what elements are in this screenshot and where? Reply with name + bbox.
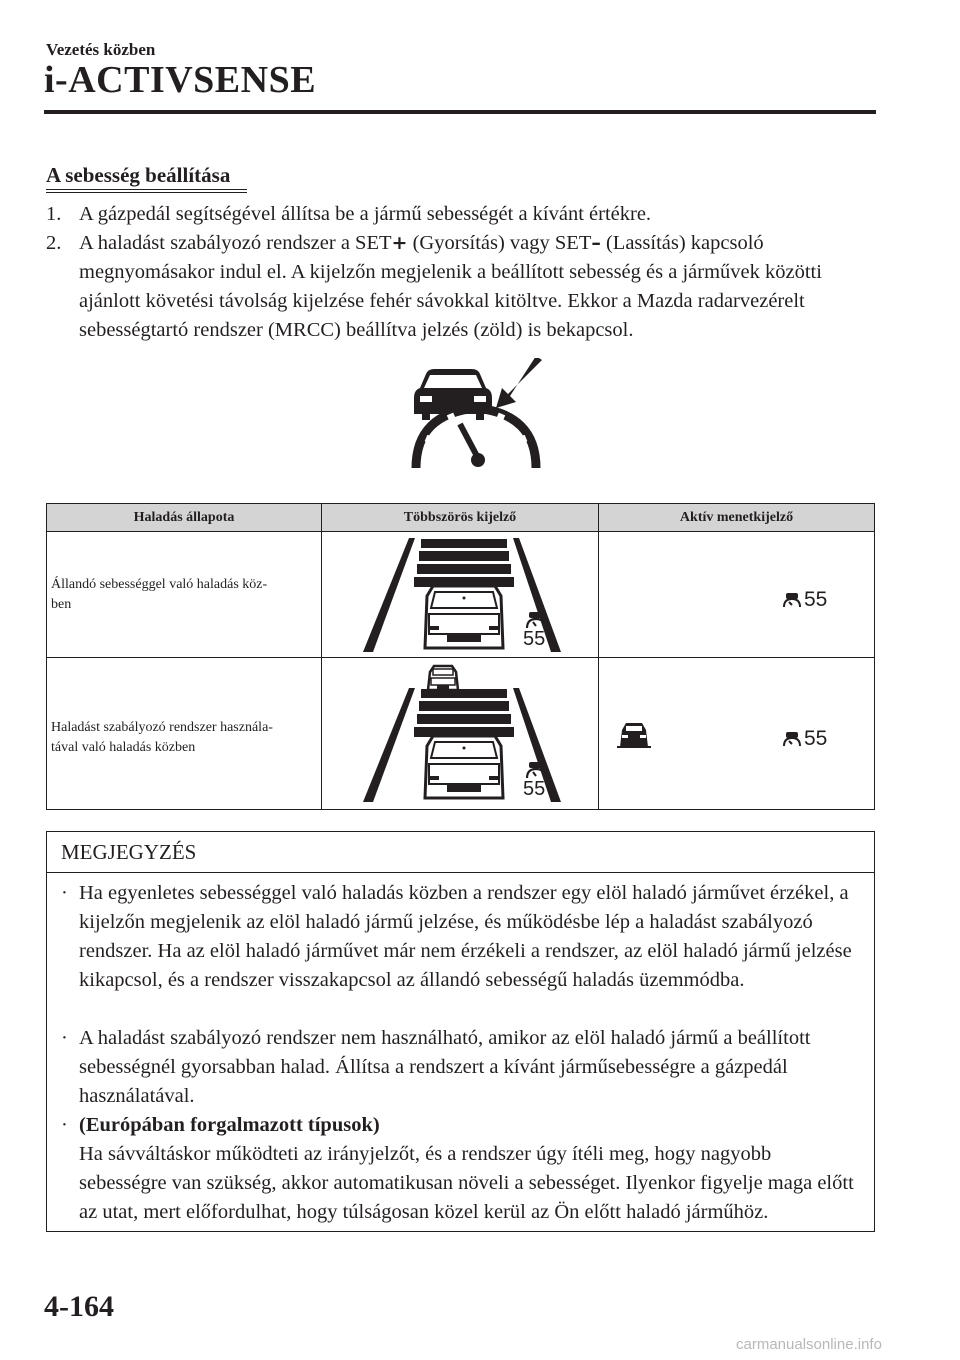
plus-symbol: + bbox=[391, 232, 408, 254]
bullet: · bbox=[61, 1114, 68, 1136]
speed-value: 55 bbox=[804, 727, 828, 750]
page-number: 4-164 bbox=[44, 1290, 114, 1323]
speedometer-icon bbox=[525, 762, 547, 778]
section-heading: A sebesség beállítása bbox=[46, 163, 231, 187]
speedometer-icon bbox=[525, 612, 547, 628]
column-header: Haladás állapota bbox=[133, 510, 235, 525]
step-number: 1. bbox=[46, 203, 62, 225]
note-title: MEGJEGYZÉS bbox=[61, 840, 197, 864]
table-row-label: Haladást szabályozó rendszer használa- tával való haladás közben bbox=[51, 720, 273, 755]
speedometer-icon bbox=[783, 732, 801, 746]
note-subheading: (Európában forgalmazott típusok) bbox=[79, 1114, 380, 1136]
table-header-row bbox=[47, 504, 874, 532]
speed-value: 55 bbox=[523, 628, 546, 650]
section-underline-double bbox=[46, 192, 247, 193]
note-text: Ha sávváltáskor működteti az irányjelzőt, és a rendszer úgy ítéli meg, hogy nagyobb sebességre van szükség, akkor automatikusan növeli a sebességet. Ilyenkor figyelje maga előtt az utat, mert előfordulhat, hogy túlságosan közel kerül az Ön előtt haladó járműhöz. bbox=[79, 1143, 854, 1223]
speed-value: 55 bbox=[523, 778, 546, 800]
minus-symbol: – bbox=[591, 232, 601, 254]
breadcrumb: Vezetés közben bbox=[46, 40, 156, 59]
display-states-table bbox=[46, 503, 875, 810]
bullet: · bbox=[61, 1027, 68, 1049]
lead-vehicle-icon bbox=[617, 722, 651, 748]
mrcc-set-indicator-icon bbox=[398, 358, 546, 472]
header-rule bbox=[44, 110, 876, 114]
step-number: 2. bbox=[46, 232, 62, 254]
note-title-band bbox=[47, 832, 874, 873]
note-item bbox=[61, 1024, 861, 1111]
row-divider bbox=[47, 657, 874, 658]
note-text: A haladást szabályozó rendszer nem használható, amikor az elöl haladó jármű a beállított sebességnél gyorsabban halad. Állítsa a rendszert a kívánt járműsebességre a gázpedál használatával. bbox=[79, 1027, 811, 1107]
step-1 bbox=[46, 200, 866, 229]
speed-value: 55 bbox=[804, 588, 828, 611]
note-text: Ha egyenletes sebességgel való haladás közben a rendszer egy elöl haladó járművet érzékel, a kijelzőn megjelenik az elöl haladó jármű jelzése, és működésbe lép a haladást szabályozó rendszer. Ha az elöl haladó járművet már nem érzékeli a rendszer, az elöl haladó jármű jelzése kikapcsol, és a rendszer visszakapcsol az állandó sebességű haladás üzemmódba. bbox=[79, 882, 852, 991]
step-text: A haladást szabályozó rendszer a SET+ (Gyorsítás) vagy SET– (Lassítás) kapcsoló megnyomásakor indul el. A kijelzőn megjelenik a beállított sebesség és a járművek közötti ajánlott követési távolság kijelzése fehér sávokkal kitöltve. Ekkor a Mazda radarvezérelt sebességtartó rendszer (MRCC) beállítva jelzés (zöld) is bekapcsol. bbox=[79, 232, 822, 341]
step-2 bbox=[46, 229, 866, 345]
note-item bbox=[61, 879, 861, 995]
bullet: · bbox=[61, 882, 68, 904]
column-header: Többszörös kijelző bbox=[403, 510, 517, 525]
note-box bbox=[46, 831, 875, 1232]
column-header: Aktív menetkijelző bbox=[679, 510, 794, 525]
table-row-label: Állandó sebességgel való haladás köz- ben bbox=[51, 577, 268, 612]
section-underline bbox=[46, 189, 247, 190]
speedometer-icon bbox=[783, 593, 801, 607]
note-item bbox=[61, 1111, 861, 1227]
chapter-title: i-ACTIVSENSE bbox=[44, 59, 317, 101]
watermark: carmanualsonline.info bbox=[736, 1336, 882, 1353]
step-text: A gázpedál segítségével állítsa be a jármű sebességét a kívánt értékre. bbox=[79, 203, 652, 225]
